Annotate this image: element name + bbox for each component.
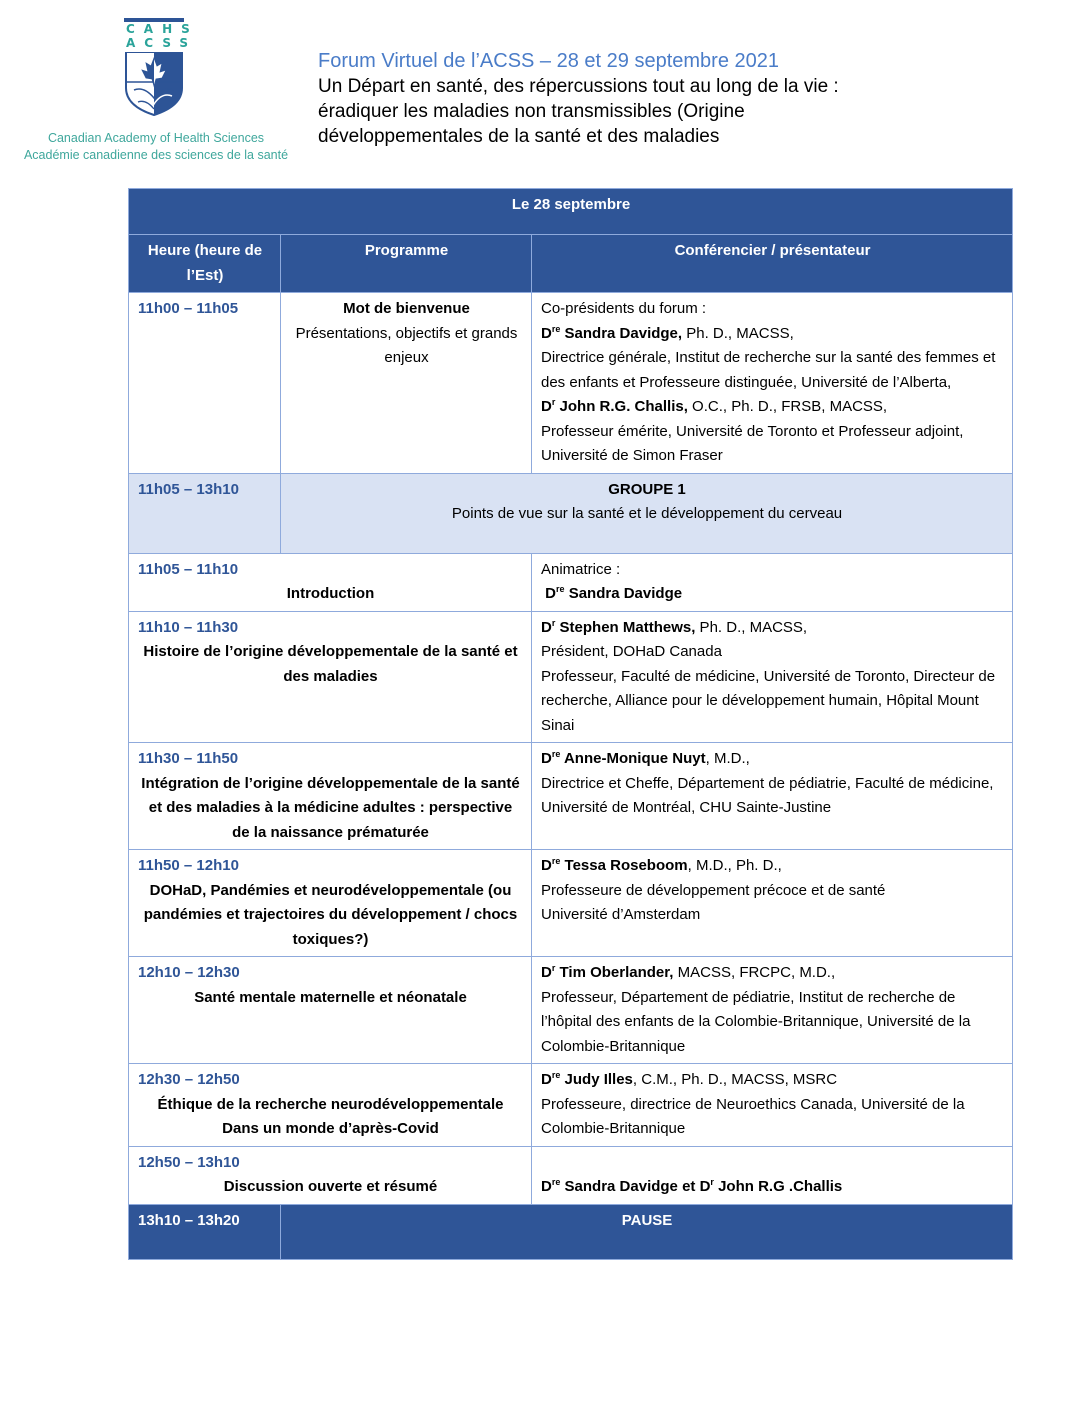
speaker-title-sup: re <box>556 584 565 594</box>
speaker-name: Judy Illes <box>560 1071 633 1088</box>
table-row-group <box>129 473 1013 553</box>
speaker-title: D <box>541 857 552 874</box>
session-title: Intégration de l’origine développementale de la santé et des maladies à la médicine adultes : perspective de la naissance prématurée <box>141 774 520 841</box>
speaker-credentials: Ph. D., MACSS, <box>695 618 808 636</box>
session-time: 12h10 – 12h30 <box>138 964 240 981</box>
session-time: 11h00 – 11h05 <box>129 293 281 474</box>
speaker-1-credentials: Ph. D., MACSS, <box>682 324 794 342</box>
table-row-welcome <box>129 293 1013 474</box>
speaker-title-sup: re <box>551 1070 561 1080</box>
speaker-affiliation: Professeure de développement précoce et de santé Université d’Amsterdam <box>541 881 886 923</box>
speaker-2 <box>541 395 1004 420</box>
speaker-role: Animatrice : <box>541 560 621 578</box>
column-header-speaker: Conférencier / présentateur <box>532 235 1013 293</box>
closing-speaker-a-title: D <box>541 1177 552 1195</box>
speaker-affiliation: Directrice et Cheffe, Département de pédiatrie, Faculté de médicine, Université de Montréal, CHU Sainte-Justine <box>541 774 994 816</box>
speaker-2-name: John R.G. Challis, <box>555 398 688 415</box>
speaker-name-line <box>541 582 1004 607</box>
sessions-body <box>129 553 1013 1146</box>
table-row-session <box>129 957 1013 1064</box>
speaker-name-line <box>541 961 1004 986</box>
speaker-title-sup: r <box>551 963 556 973</box>
session-description: Présentations, objectifs et grands enjeux <box>295 324 518 366</box>
closing-program <box>129 1146 532 1204</box>
day-label: Le 28 septembre <box>129 189 1013 235</box>
org-name-fr: Académie canadienne des sciences de la santé <box>23 148 289 162</box>
session-time: 11h05 – 11h10 <box>138 560 239 578</box>
group-time: 11h05 – 13h10 <box>129 473 281 553</box>
session-program <box>129 743 532 850</box>
day-header-row <box>129 189 1013 235</box>
session-speaker <box>532 553 1013 611</box>
closing-speaker-b-name: John R.G .Challis <box>713 1177 843 1195</box>
speaker-1 <box>541 322 1004 347</box>
speaker-name: Anne-Monique Nuyt <box>560 750 706 767</box>
program-table <box>128 188 1013 1260</box>
speaker-credentials: , M.D., <box>705 750 750 767</box>
table-row-closing <box>129 1146 1013 1204</box>
column-header-time: Heure (heure de l’Est) <box>129 235 281 293</box>
org-name-en: Canadian Academy of Health Sciences <box>47 131 265 145</box>
session-title: Éthique de la recherche neurodéveloppementale Dans un monde d’après-Covid <box>157 1095 504 1137</box>
closing-time: 12h50 – 13h10 <box>138 1153 240 1171</box>
speaker-name-line <box>541 1068 1004 1093</box>
session-program <box>129 1064 532 1147</box>
session-time: 12h30 – 12h50 <box>138 1071 240 1088</box>
speaker-intro: Co-présidents du forum : <box>541 300 707 317</box>
pause-label: PAUSE <box>281 1204 1013 1259</box>
speaker-name-line <box>541 854 1004 879</box>
session-time: 11h10 – 11h30 <box>138 618 239 636</box>
forum-subtitle-line-3: développementales de la santé et des maladies <box>318 126 720 147</box>
session-title: Mot de bienvenue <box>343 300 470 317</box>
session-time: 11h30 – 11h50 <box>138 750 239 767</box>
forum-subtitle-line-2: éradiquer les maladies non transmissibles (Origine <box>318 101 745 122</box>
group-info <box>281 473 1013 553</box>
closing-speaker-a-sup: re <box>551 1176 561 1187</box>
session-speaker <box>532 743 1013 850</box>
table-row-session <box>129 850 1013 957</box>
forum-subtitle-line-1: Un Départ en santé, des répercussions tout au long de la vie : <box>318 76 839 97</box>
maple-leaf-shield-icon <box>124 52 184 116</box>
document-header <box>318 48 1038 149</box>
speaker-name: Sandra Davidge <box>564 585 683 602</box>
column-header-program: Programme <box>281 235 532 293</box>
table-row-session <box>129 553 1013 611</box>
session-time: 11h50 – 12h10 <box>138 857 239 874</box>
closing-speakers <box>532 1146 1013 1204</box>
cahs-logo <box>124 18 199 121</box>
session-program <box>281 293 532 474</box>
speaker-credentials: , M.D., Ph. D., <box>687 857 782 874</box>
speaker-2-credentials: O.C., Ph. D., FRSB, MACSS, <box>687 398 888 415</box>
session-program <box>129 850 532 957</box>
speaker-1-affiliation: Directrice générale, Institut de recherche sur la santé des femmes et des enfants et Professeure distinguée, Université de l’Alberta, <box>541 349 996 391</box>
speaker-2-title: D <box>541 398 552 415</box>
speaker-1-title: D <box>541 324 552 342</box>
speaker-affiliation: Président, DOHaD Canada Professeur, Faculté de médicine, Université de Toronto, Directeur de recherche, Alliance pour le développement humain, Hôpital Mount Sinai <box>541 643 996 734</box>
closing-title: Discussion ouverte et résumé <box>223 1178 438 1195</box>
table-row-pause <box>129 1204 1013 1259</box>
session-program <box>129 957 532 1064</box>
speaker-title-sup: re <box>551 856 561 866</box>
table-row-session <box>129 743 1013 850</box>
speaker-title-sup: re <box>551 749 561 759</box>
speaker-name: Stephen Matthews, <box>555 618 696 636</box>
organization-names <box>22 130 290 164</box>
forum-title: Forum Virtuel de l’ACSS – 28 et 29 septembre 2021 <box>318 50 779 72</box>
column-header-row <box>129 235 1013 293</box>
speaker-2-affiliation: Professeur émérite, Université de Toronto et Professeur adjoint, Université de Simon Fraser <box>541 422 964 464</box>
speaker-name-line <box>541 747 1004 772</box>
session-program <box>129 611 532 743</box>
speaker-2-title-sup: r <box>551 397 556 407</box>
speaker-title: D <box>541 964 552 981</box>
table-row-session <box>129 1064 1013 1147</box>
session-title: Introduction <box>286 585 375 602</box>
speaker-name: Tim Oberlander, <box>555 964 674 981</box>
session-speaker <box>532 1064 1013 1147</box>
session-title: Santé mentale maternelle et néonatale <box>194 988 467 1006</box>
session-speaker <box>532 957 1013 1064</box>
closing-speaker-b-sup: r <box>710 1176 714 1187</box>
speaker-title: D <box>545 585 557 602</box>
speaker-title-sup: r <box>551 617 556 628</box>
speaker-credentials: , C.M., Ph. D., MACSS, MSRC <box>632 1071 838 1088</box>
session-speaker <box>532 850 1013 957</box>
table-row-session <box>129 611 1013 743</box>
pause-time: 13h10 – 13h20 <box>129 1204 281 1259</box>
speaker-name-line <box>541 616 1004 641</box>
group-topic: Points de vue sur la santé et le développement du cerveau <box>451 505 843 522</box>
session-speakers <box>532 293 1013 474</box>
speaker-1-name: Sandra Davidge, <box>560 324 683 342</box>
closing-speaker-a-name: Sandra Davidge et D <box>560 1177 711 1195</box>
speaker-name: Tessa Roseboom <box>560 857 688 874</box>
speaker-title: D <box>541 1071 552 1088</box>
speaker-affiliation: Professeure, directrice de Neuroethics Canada, Université de la Colombie-Britannique <box>541 1095 965 1137</box>
logo-letters-top: CAHS <box>126 22 199 36</box>
group-label: GROUPE 1 <box>608 480 686 498</box>
speaker-title: D <box>541 750 552 767</box>
speaker-1-title-sup: re <box>551 323 561 334</box>
session-program <box>129 553 532 611</box>
speaker-title: D <box>541 618 552 636</box>
speaker-credentials: MACSS, FRCPC, M.D., <box>673 964 836 981</box>
session-title: Histoire de l’origine développementale de la santé et des maladies <box>143 643 518 685</box>
logo-letters-bottom: ACSS <box>126 36 198 50</box>
speaker-affiliation: Professeur, Département de pédiatrie, Institut de recherche de l’hôpital des enfants de la Colombie-Britannique, Université de la Colombie-Britannique <box>541 988 971 1055</box>
session-title: DOHaD, Pandémies et neurodéveloppementale (ou pandémies et trajectoires du développement / chocs toxiques?) <box>143 881 518 948</box>
session-speaker <box>532 611 1013 743</box>
